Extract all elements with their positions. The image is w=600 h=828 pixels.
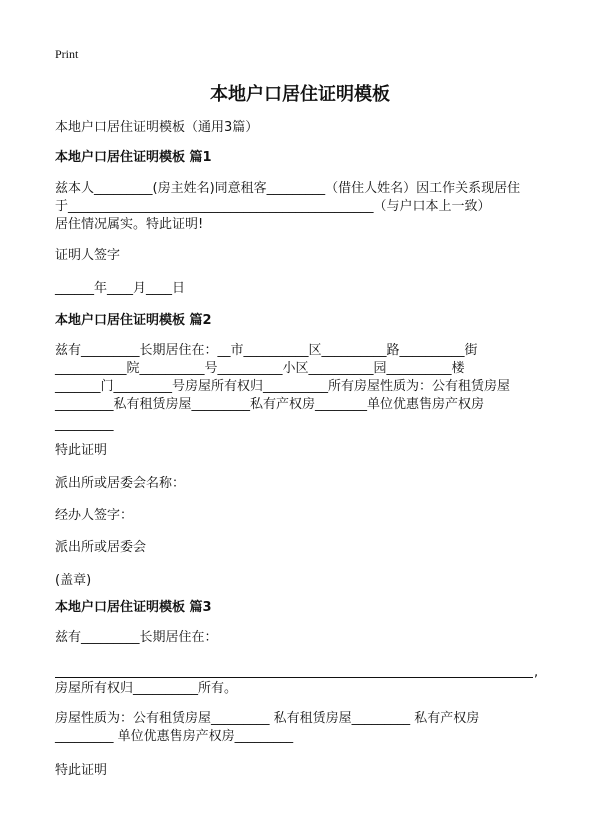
text-line: _________私有租赁房屋_________私有产权房________单位优惠售房产权房 bbox=[55, 397, 485, 412]
nature-paragraph bbox=[55, 710, 545, 746]
text-line: ___________院__________号__________小区__________园__________楼 bbox=[55, 361, 465, 376]
section-2-paragraph bbox=[55, 342, 545, 434]
office-label: 派出所或居委会 bbox=[55, 540, 147, 555]
address-blank bbox=[55, 677, 533, 678]
handler-sign-label: 经办人签字： bbox=[55, 508, 134, 523]
page-title: 本地户口居住证明模板 bbox=[210, 84, 390, 105]
text-line: 兹有_________长期居住在：__市__________区__________路__________街 bbox=[55, 343, 478, 358]
text-line: 于_______________________________________________（与户口本上一致） bbox=[55, 199, 491, 214]
owner-line: 房屋所有权归__________所有。 bbox=[55, 681, 238, 696]
date-line: ______年____月____日 bbox=[55, 281, 186, 296]
comma: , bbox=[534, 665, 539, 680]
section-2-heading: 本地户口居住证明模板 篇2 bbox=[55, 313, 212, 328]
text-line: 兹本人_________(房主姓名)同意租客_________（借住人姓名）因工作关系现居住 bbox=[55, 181, 521, 196]
seal-label: (盖章) bbox=[55, 573, 92, 588]
text-line: 居住情况属实。特此证明! bbox=[55, 217, 204, 232]
office-name-label: 派出所或居委会名称： bbox=[55, 476, 186, 491]
section-3-heading: 本地户口居住证明模板 篇3 bbox=[55, 600, 212, 615]
subtitle: 本地户口居住证明模板（通用3篇） bbox=[55, 120, 259, 135]
text-line: _________ 单位优惠售房产权房_________ bbox=[55, 729, 294, 744]
text-line: _________ bbox=[55, 417, 114, 432]
certify-text: 特此证明 bbox=[55, 443, 108, 458]
print-link[interactable]: Print bbox=[55, 47, 79, 61]
closing-text: 特此证明 bbox=[55, 763, 108, 778]
residence-line: 兹有_________长期居住在： bbox=[55, 630, 218, 645]
signer-label: 证明人签字 bbox=[55, 248, 121, 263]
section-1-heading: 本地户口居住证明模板 篇1 bbox=[55, 150, 212, 165]
section-1-paragraph bbox=[55, 180, 545, 234]
text-line: 房屋性质为：公有租赁房屋_________ 私有租赁房屋_________ 私有产权房 bbox=[55, 711, 480, 726]
text-line: _______门_________号房屋所有权归__________所有房屋性质为：公有租赁房屋 bbox=[55, 379, 511, 394]
